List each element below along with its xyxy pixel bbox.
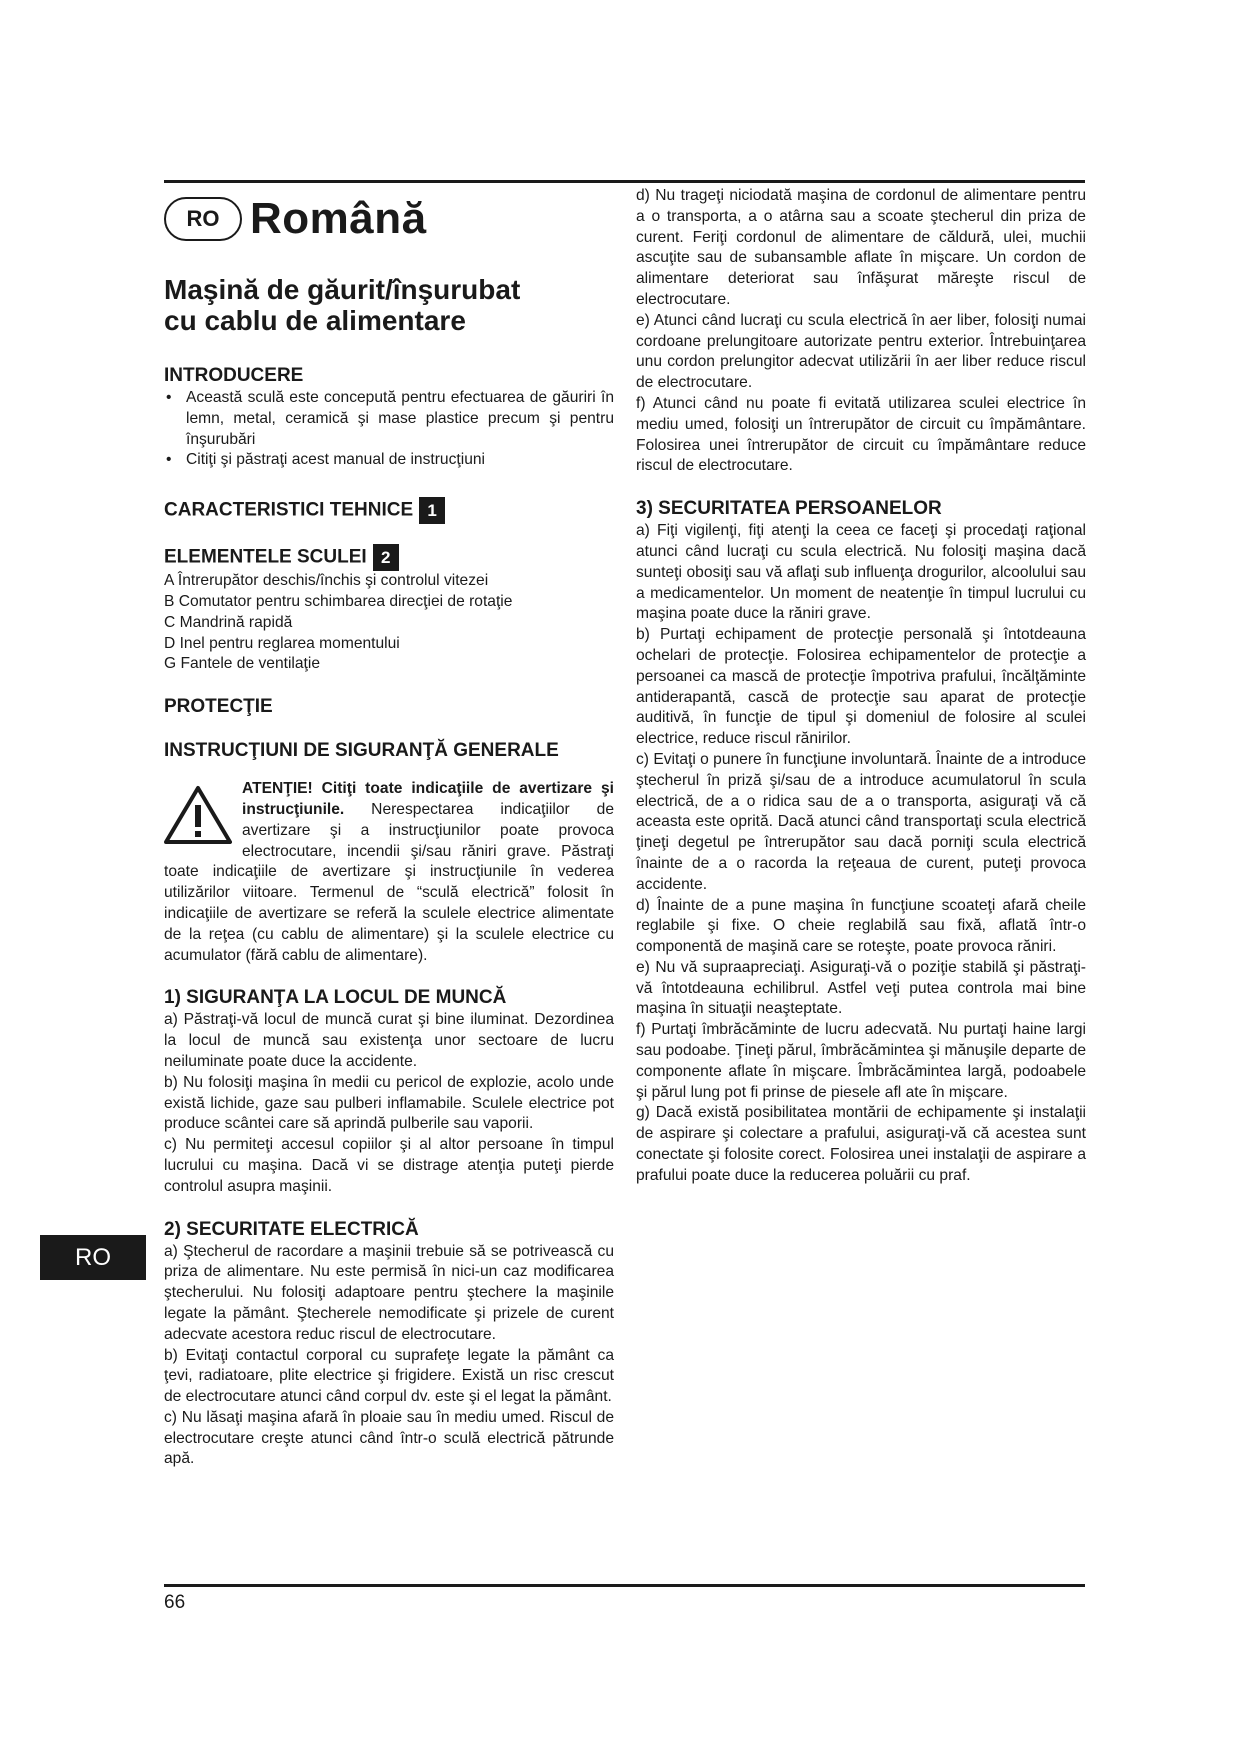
element-item: C Mandrină rapidă [164,613,293,631]
warning-block [164,779,614,966]
warning-body: Nerespectarea indicaţiilor de avertizare şi a instrucţiunilor poate provoca electrocutare, incendii şi/sau răniri grave. Păstraţi toate indicaţiile de avertizare şi instrucţiunile în vederea utilizărilor viitoare. Termenul de “sculă electrică” folosit în indicaţiile de avertizare se referă la sculele electrice alimentate de la reţea (cu cablu de alimentare) şi la sculele electrice cu acumulator (fără cablu de alimentare). [164,800,614,964]
bottom-rule [164,1584,1085,1587]
s1-para: a) Păstraţi-vă locul de muncă curat şi bine iluminat. Dezordinea la locul de muncă sau existenţa unor sectoare de lucru neiluminate poate duce la accidente. [164,1011,614,1070]
element-item: G Fantele de ventilaţie [164,655,321,673]
figure-badge-2: 2 [373,544,399,571]
elements-heading-text: ELEMENTELE SCULEI [164,546,367,568]
tech-heading [164,497,614,524]
s2-para: b) Evitaţi contactul corporal cu suprafeţe legate la pământ ca ţevi, radiatoare, plite electrice şi frigidere. Există un risc crescut de electrocutare atunci când corpul dv. este şi el legat la pământ. [164,1346,614,1406]
language-name: Română [250,193,427,243]
s2-para-cont: d) Nu trageţi niciodată maşina de cordonul de alimentare pentru a o transporta, a o atârna sau a scoate ştecherul din priza de curent. Feriţi cordonul de alimentare de căldură, ulei, muchii ascuţite sau de subansamble aflate în mişcare. Un cordon de alimentare deteriorat sau înfăşurat măreşte riscul de electrocutare. [636,187,1086,308]
s1-para: c) Nu permiteţi accesul copiilor şi al altor persoane în timpul lucrului cu maşina. Dacă vi se distrage atenţia puteţi pierde controlul asupra maşinii. [164,1136,614,1195]
s2-para-cont: f) Atunci când nu poate fi evitată utilizarea sculei electrice în mediu umed, folosiţi un întrerupător de circuit cu împământare. Folosirea unei întrerupător de circuit cu împământare reduce riscul de electrocutare. [636,394,1086,475]
page-number: 66 [164,1592,186,1613]
s1-para: b) Nu folosiţi maşina în medii cu pericol de explozie, acolo unde există lichide, gaze sau pulberi inflamabile. Sculele electrice pot produce scântei care să aprindă pulberile sau vaporii. [164,1073,614,1133]
document-title-line-2: cu cablu de alimentare [164,305,466,336]
intro-list [164,388,614,471]
elements-list [164,571,614,675]
language-header [164,192,614,246]
intro-heading: INTRODUCERE [164,365,304,386]
language-side-tab: RO [40,1235,146,1280]
element-item: B Comutator pentru schimbarea direcţiei de rotaţie [164,592,513,610]
language-code-badge: RO [164,197,242,241]
element-item: D Inel pentru reglarea momentului [164,634,400,652]
document-title [164,274,614,336]
s3-heading: 3) SECURITATEA PERSOANELOR [636,498,942,520]
s3-para: d) Înainte de a pune maşina în funcţiune scoateţi afară cheile reglabile şi fixe. O cheie reglabilă sau fixă, aflată într-o componentă de maşină care se roteşte, poate provoca răniri. [636,896,1086,956]
figure-badge-1: 1 [419,497,445,524]
s2-para-cont: e) Atunci când lucraţi cu scula electrică în aer liber, folosiţi numai cordoane prelungitoare autorizate pentru exterior. Întrebuinţarea unu cordon prelungitor adecvat utilizării în aer liber reduce riscul de electrocutare. [636,311,1086,392]
warning-bold: ATENŢIE! Citiţi toate indicaţiile de avertizare şi instrucţiunile. [242,780,614,818]
safety-heading: INSTRUCŢIUNI DE SIGURANŢĂ GENERALE [164,740,559,762]
elements-heading [164,544,614,571]
right-column [636,186,1086,1187]
element-item: A Întrerupător deschis/închis şi controlul vitezei [164,572,489,590]
s3-para: c) Evitaţi o punere în funcţiune involuntară. Înainte de a introduce ştecherul în priză şi/sau de a introduce acumulatorul în scula electrică, de a o ridica sau de a o transporta, asiguraţi vă că aceasta este oprită. Dacă atunci când transportaţi scula electrică ţineţi degetul pe întrerupător sau dacă porniţi scula electrică înainte de a o racorda la reţeaua de curent, puteţi provoca accidente. [636,750,1086,893]
intro-item: • Citiţi şi păstraţi acest manual de instrucţiuni [164,450,614,471]
s3-para: f) Purtaţi îmbrăcăminte de lucru adecvată. Nu purtaţi haine largi sau podoabe. Ţineţi părul, îmbrăcămintea şi mănuşile departe de componente aflate în mişcare. Îmbrăcămintea largă, podoabele şi părul lung pot fi prinse de piesele afl ate în mişcare. [636,1021,1086,1101]
intro-item: • Această sculă este concepută pentru efectuarea de găuriri în lemn, metal, ceramică şi mase plastice precum şi pentru înşurubări [164,388,614,450]
s3-para: b) Purtaţi echipament de protecţie personală şi întotdeauna ochelari de protecţie. Folosirea echipamentelor de protecţie a persoanei ca mască de protecţie împotriva prafului, încălţăminte antiderapantă, cască de protecţie sau aparat de protecţie auditivă, în funcţie de tipul şi domeniul de folosire al sculei electrice, reduce riscul rănirilor. [636,626,1086,748]
protection-heading: PROTECŢIE [164,696,273,718]
s3-para: e) Nu vă supraapreciaţi. Asiguraţi-vă o poziţie stabilă şi păstraţi-vă întotdeauna echilibrul. Astfel veţi putea controla mai bine maşina în situaţii neaşteptate. [636,958,1086,1018]
s1-heading: 1) SIGURANŢA LA LOCUL DE MUNCĂ [164,987,507,1009]
left-column [164,186,614,1470]
warning-triangle-icon [164,785,232,845]
top-rule [164,180,1085,183]
s3-para: g) Dacă există posibilitatea montării de echipamente şi instalaţii de aspirare şi colectare a prafului, asiguraţi-vă că acestea sunt conectate şi folosite corect. Folosirea unei instalaţii de aspirare a prafului poate duce la reducerea poluării cu praf. [636,1104,1086,1184]
document-title-line-1: Maşină de găurit/înşurubat [164,274,521,305]
s2-para: c) Nu lăsaţi maşina afară în ploaie sau în mediu umed. Riscul de electrocutare creşte atunci când într-o sculă electrică pătrunde apă. [164,1408,614,1468]
s3-para: a) Fiţi vigilenţi, fiţi atenţi la ceea ce faceţi şi procedaţi raţional atunci când lucraţi cu scula electrică. Nu folosiţi maşina dacă sunteţi obosiţi sau vă aflaţi sub influenţa drogurilor, alcoolului sau a medicamentelor. Un moment de neatenţie în timpul lucrului cu maşina poate duce la răniri grave. [636,522,1086,623]
s2-para: a) Ştecherul de racordare a maşinii trebuie să se potrivească cu priza de alimentare. Nu este permisă în nici-un caz modificarea ştecherului. Nu folosiţi adaptoare pentru ştechere la maşinile legate la pământ. Ştecherele nemodificate şi prizele de curent adecvate acestora reduc riscul de electrocutare. [164,1242,614,1343]
s2-heading: 2) SECURITATE ELECTRICĂ [164,1218,419,1240]
tech-heading-text: CARACTERISTICI TEHNICE [164,499,414,521]
